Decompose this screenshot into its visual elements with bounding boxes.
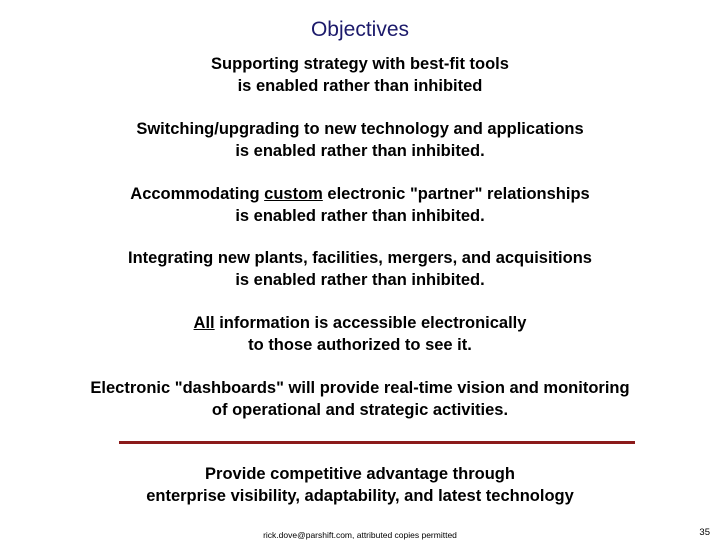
objective-line: Integrating new plants, facilities, mergers, and acquisitions bbox=[128, 249, 592, 267]
objective-text: electronic "partner" relationships bbox=[322, 185, 590, 203]
slide-title: Objectives bbox=[310, 18, 410, 41]
objective-item bbox=[0, 183, 720, 227]
footer-text: rick.dove@parshift.com, attributed copies permitted bbox=[263, 530, 457, 540]
objective-line: Electronic "dashboards" will provide real-time vision and monitoring bbox=[90, 379, 630, 397]
objective-item bbox=[0, 247, 720, 291]
underlined-text: custom bbox=[264, 185, 323, 203]
objective-text: information is accessible electronically bbox=[214, 314, 527, 332]
objective-item bbox=[0, 377, 720, 421]
objective-line: Supporting strategy with best-fit tools bbox=[211, 55, 509, 73]
objective-line: of operational and strategic activities. bbox=[211, 401, 509, 419]
objective-text: Accommodating bbox=[130, 185, 265, 203]
objective-line: Switching/upgrading to new technology and applications bbox=[136, 120, 584, 138]
objective-item bbox=[0, 118, 720, 162]
divider-line bbox=[119, 441, 635, 444]
objective-line: is enabled rather than inhibited. bbox=[235, 271, 485, 289]
objective-line bbox=[0, 312, 720, 334]
objective-line: is enabled rather than inhibited. bbox=[235, 207, 485, 225]
conclusion-line: Provide competitive advantage through bbox=[205, 465, 515, 483]
objective-item bbox=[0, 312, 720, 356]
objective-line: is enabled rather than inhibited. bbox=[235, 142, 485, 160]
objective-line: is enabled rather than inhibited bbox=[237, 77, 483, 95]
page-number: 35 bbox=[699, 527, 710, 538]
conclusion bbox=[0, 463, 720, 507]
conclusion-line: enterprise visibility, adaptability, and latest technology bbox=[146, 487, 574, 505]
objective-line: to those authorized to see it. bbox=[248, 336, 472, 354]
underlined-text: All bbox=[193, 314, 215, 332]
objective-item bbox=[0, 53, 720, 97]
objective-line bbox=[0, 183, 720, 205]
